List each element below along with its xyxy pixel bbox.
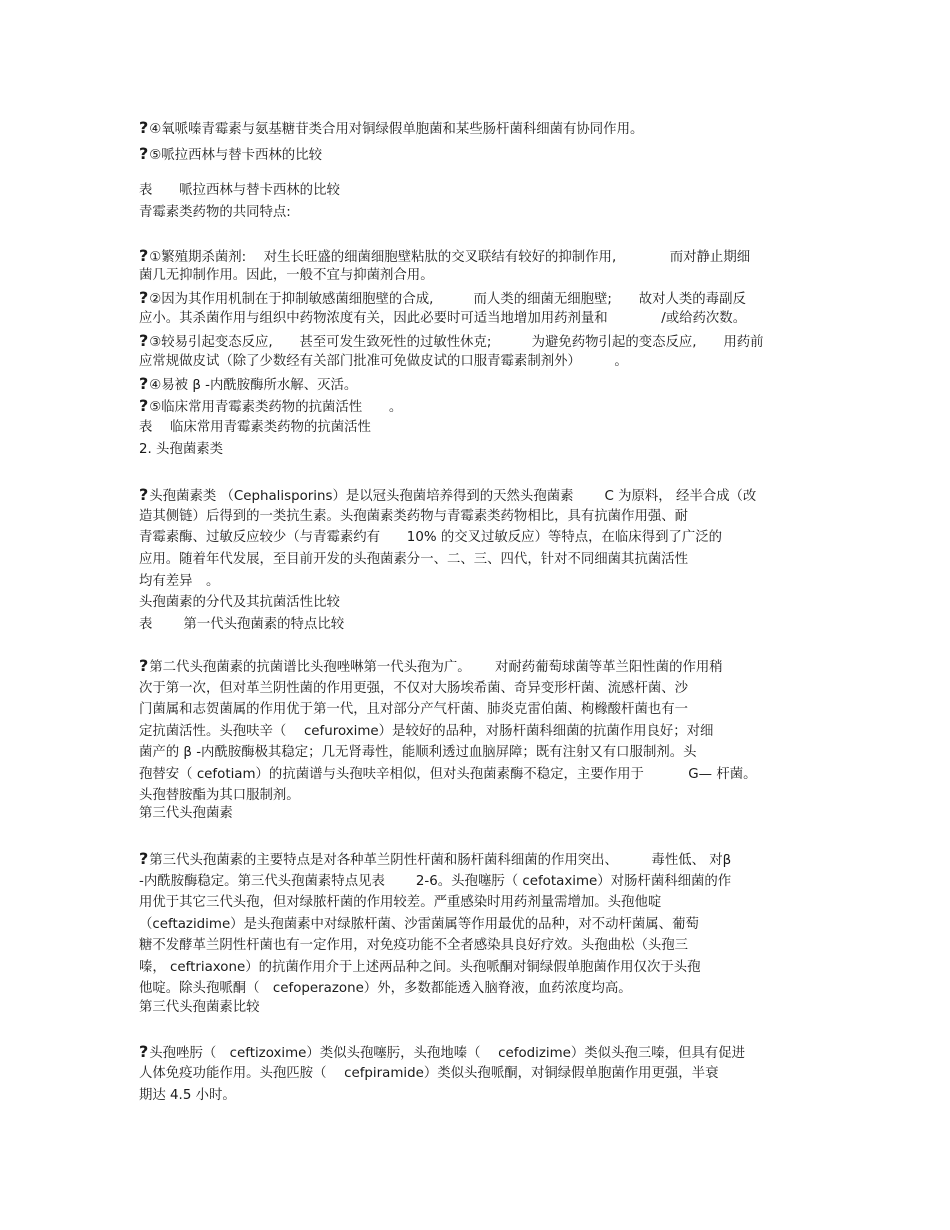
- table-caption: 表 哌拉西林与替卡西林的比较: [139, 183, 340, 198]
- section-heading: 第三代头孢菌素: [139, 806, 233, 821]
- paragraph-line: 应小。其杀菌作用与组织中药物浓度有关，因此必要时可适当地增加用药剂量和 /或给药次数。: [139, 311, 747, 326]
- table-caption: 表 临床常用青霉素类药物的抗菌活性: [139, 420, 371, 435]
- paragraph-line: ?②因为其作用机制在于抑制敏感菌细胞壁的合成, 而人类的细菌无细胞壁; 故对人类的毒副反: [139, 288, 746, 307]
- paragraph-line: 门菌属和志贺菌属的作用优于第一代，且对部分产气杆菌、肺炎克雷伯菌、枸橼酸杆菌也有一: [139, 702, 689, 717]
- paragraph-line: 期达 4.5 小时。: [139, 1088, 236, 1103]
- paragraph-line: 造其侧链）后得到的一类抗生素。头孢菌素类药物与青霉素类药物相比，具有抗菌作用强、耐: [139, 509, 689, 524]
- paragraph-line: 头孢替胺酯为其口服制剂。: [139, 788, 300, 803]
- table-caption: 表 第一代头孢菌素的特点比较: [139, 617, 345, 632]
- paragraph-line: 嗪， ceftriaxone）的抗菌作用介于上述两品种之间。头孢哌酮对铜绿假单胞菌作用仅次于头孢: [139, 960, 701, 975]
- paragraph-line: ?④氧哌嗪青霉素与氨基糖苷类合用对铜绿假单胞菌和某些肠杆菌科细菌有协同作用。: [139, 118, 644, 137]
- paragraph-line: 定抗菌活性。头孢呋辛（ cefuroxime）是较好的品种，对肠杆菌科细菌的抗菌作用良好；对细: [139, 724, 714, 739]
- bullet-marker: ?: [139, 656, 149, 675]
- section-heading: 第三代头孢菌素比较: [139, 1000, 260, 1015]
- bullet-marker: ?: [139, 1042, 149, 1061]
- section-heading: 头孢菌素的分代及其抗菌活性比较: [139, 595, 340, 610]
- paragraph-line: 人体免疫功能作用。头孢匹胺（ cefpiramide）类似头孢哌酮，对铜绿假单胞菌作用更强，半衰: [139, 1066, 719, 1081]
- bullet-marker: ?: [139, 118, 149, 137]
- paragraph-line: 用优于其它三代头孢，但对绿脓杆菌的作用较差。严重感染时用药剂量需增加。头孢他啶: [139, 895, 662, 910]
- paragraph-line: ?①繁殖期杀菌剂: 对生长旺盛的细菌细胞壁粘肽的交叉联结有较好的抑制作用, 而对静止期细: [139, 246, 751, 265]
- section-heading: 2. 头孢菌素类: [139, 442, 223, 457]
- paragraph-line: 青霉素酶、过敏反应较少（与青霉素约有 10% 的交叉过敏反应）等特点，在临床得到了广泛的: [139, 530, 723, 545]
- bullet-marker: ?: [139, 485, 149, 504]
- paragraph-line: 菌产的 β -内酰胺酶极其稳定；几无肾毒性，能顺利透过血脑屏障；既有注射又有口服制剂。头: [139, 745, 697, 760]
- paragraph-line: ?③较易引起变态反应, 甚至可发生致死性的过敏性休克; 为避免药物引起的变态反应, 用药前: [139, 331, 764, 350]
- bullet-marker: ?: [139, 144, 149, 163]
- bullet-marker: ?: [139, 396, 149, 415]
- bullet-marker: ?: [139, 374, 149, 393]
- paragraph-line: 他啶。除头孢哌酮（ cefoperazone）外，多数都能透入脑脊液，血药浓度均高。: [139, 981, 632, 996]
- section-heading: 青霉素类药物的共同特点:: [139, 205, 291, 220]
- paragraph-line: ?④易被 β -内酰胺酶所水解、灭活。: [139, 374, 358, 393]
- paragraph-line: -内酰胺酶稳定。第三代头孢菌素特点见表 2-6。头孢噻肟（ cefotaxime）对肠杆菌科细菌的作: [139, 874, 732, 889]
- bullet-marker: ?: [139, 849, 149, 868]
- paragraph-line: ?头孢菌素类 （Cephalisporins）是以冠头孢菌培养得到的天然头孢菌素 C 为原料， 经半合成（改: [139, 485, 757, 504]
- paragraph-line: 糖不发酵革兰阴性杆菌也有一定作用，对免疫功能不全者感染具良好疗效。头孢曲松（头孢三: [139, 938, 689, 953]
- paragraph-line: ?⑤临床常用青霉素类药物的抗菌活性 。: [139, 396, 403, 415]
- bullet-marker: ?: [139, 331, 149, 350]
- bullet-marker: ?: [139, 246, 149, 265]
- paragraph-line: ?第三代头孢菌素的主要特点是对各种革兰阴性杆菌和肠杆菌科细菌的作用突出、 毒性低、 对β: [139, 849, 732, 868]
- paragraph-line: 孢替安（ cefotiam）的抗菌谱与头孢呋辛相似，但对头孢菌素酶不稳定，主要作用于 G— 杆菌。: [139, 767, 757, 782]
- paragraph-line: 应常规做皮试（除了少数经有关部门批准可免做皮试的口服青霉素制剂外） 。: [139, 354, 628, 369]
- paragraph-line: 菌几无抑制作用。因此，一般不宜与抑菌剂合用。: [139, 268, 434, 283]
- paragraph-line: （ceftazidime）是头孢菌素中对绿脓杆菌、沙雷菌属等作用最优的品种，对不动杆菌属、葡萄: [139, 917, 699, 932]
- bullet-marker: ?: [139, 288, 149, 307]
- paragraph-line: 次于第一次，但对革兰阴性菌的作用更强，不仅对大肠埃希菌、奇异变形杆菌、流感杆菌、沙: [139, 681, 689, 696]
- paragraph-line: ?⑤哌拉西林与替卡西林的比较: [139, 144, 322, 163]
- paragraph-line: 均有差异 。: [139, 574, 220, 589]
- paragraph-line: ?头孢唑肟（ ceftizoxime）类似头孢噻肟，头孢地嗪（ cefodizime）类似头孢三嗪，但具有促进: [139, 1042, 745, 1061]
- paragraph-line: 应用。随着年代发展，至目前开发的头孢菌素分一、二、三、四代，针对不同细菌其抗菌活性: [139, 552, 689, 567]
- paragraph-line: ?第二代头孢菌素的抗菌谱比头孢唑啉第一代头孢为广。 对耐药葡萄球菌等革兰阳性菌的作用稍: [139, 656, 723, 675]
